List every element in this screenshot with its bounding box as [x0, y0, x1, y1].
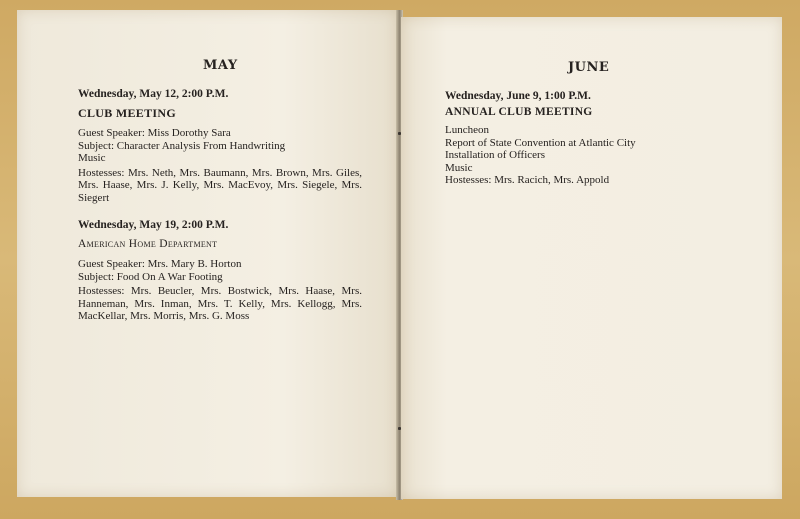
music: Music: [78, 152, 106, 164]
month-heading-may: MAY: [203, 58, 238, 73]
hostesses: Hostesses: Mrs. Neth, Mrs. Baumann, Mrs. Brown, Mrs. Giles, Mrs. Haase, Mrs. J. Kelly, Mrs. MacEvoy, Mrs. Siegele, Mrs. Siegert: [78, 166, 362, 204]
guest-speaker: Guest Speaker: Mrs. Mary B. Horton: [78, 258, 242, 270]
subject: Subject: Character Analysis From Handwriting: [78, 139, 286, 152]
event-june-9: [445, 90, 745, 187]
agenda-item: Luncheon: [445, 124, 489, 136]
hostesses: Hostesses: Mrs. Beucler, Mrs. Bostwick, Mrs. Haase, Mrs. Hanneman, Mrs. Inman, Mrs. T. Kelly, Mrs. Kellogg, Mrs. MacKellar, Mrs. Morris, Mrs. G. Moss: [78, 285, 362, 322]
agenda-item: Hostesses: Mrs. Racich, Mrs. Appold: [445, 174, 610, 186]
event-may-19: [78, 219, 362, 323]
left-page: [17, 10, 398, 497]
right-page: [401, 17, 782, 499]
event-datetime: Wednesday, May 12, 2:00 P.M.: [78, 88, 229, 100]
guest-speaker: Guest Speaker: Miss Dorothy Sara: [78, 127, 231, 139]
event-title: American Home Department: [78, 237, 218, 250]
subject: Subject: Food On A War Footing: [78, 270, 223, 283]
agenda-item: Installation of Officers: [445, 149, 545, 161]
event-title: ANNUAL CLUB MEETING: [445, 105, 593, 118]
agenda-item: Music: [445, 161, 473, 174]
month-heading-june: JUNE: [568, 60, 610, 75]
event-may-12: [78, 88, 362, 204]
agenda-item: Report of State Convention at Atlantic City: [445, 136, 636, 149]
event-datetime: Wednesday, June 9, 1:00 P.M.: [445, 90, 591, 102]
event-datetime: Wednesday, May 19, 2:00 P.M.: [78, 219, 229, 231]
event-title: CLUB MEETING: [78, 105, 176, 120]
